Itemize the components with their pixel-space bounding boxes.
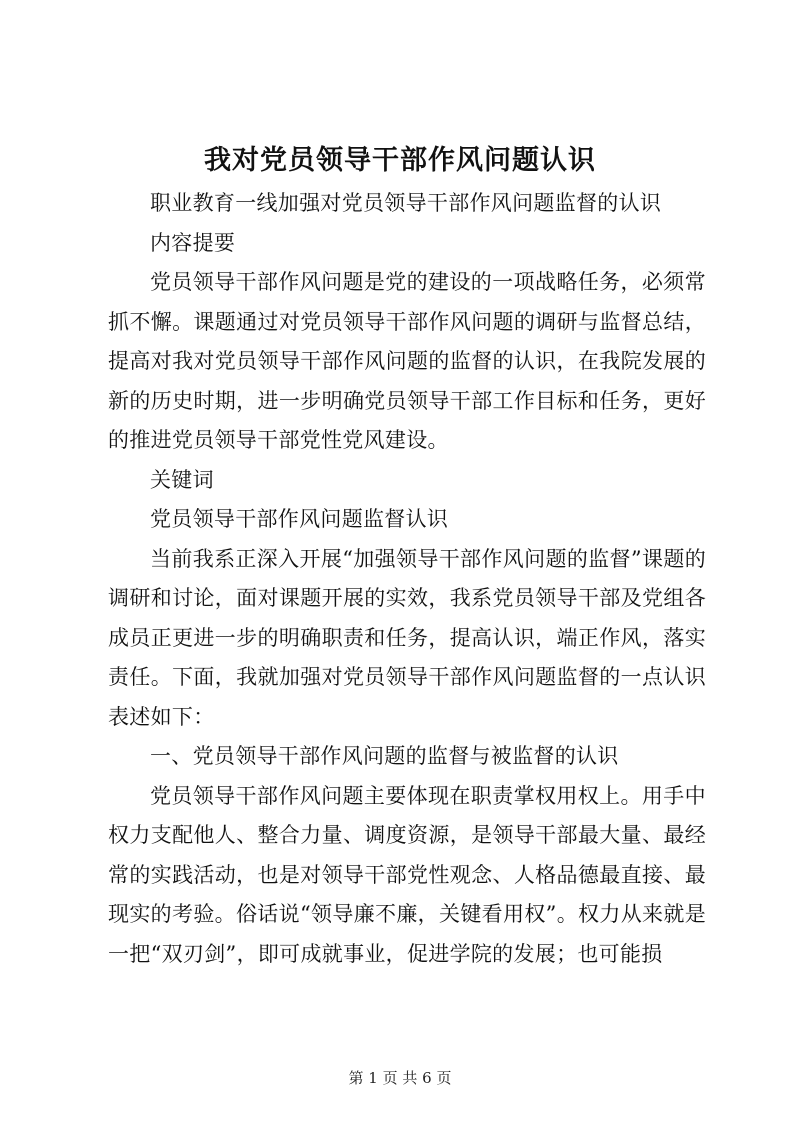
summary-paragraph: 党员领导干部作风问题是党的建设的一项战略任务，必须常抓不懈。课题通过对党员领导干部作风问题的调研与监督总结，提高对我对党员领导干部作风问题的监督的认识，在我院发展的新的历史时期，进一步明确党员领导干部工作目标和任务，更好的推进党员领导干部党性党风建设。: [108, 270, 706, 452]
body-paragraph: 党员领导干部作风问题主要体现在职责掌权用权上。用手中权力支配他人、整合力量、调度资源，是领导干部最大量、最经常的实践活动，也是对领导干部党性观念、人格品德最直接、最现实的考验。俗话说“领导廉不廉，关键看用权”。权力从来就是一把“双刃剑”，即可成就事业，促进学院的发展；也可能损: [108, 783, 706, 966]
document-title: 我对党员领导干部作风问题认识: [204, 145, 596, 176]
document-body: [108, 184, 706, 974]
intro-paragraph: 当前我系正深入开展“加强领导干部作风问题的监督”课题的调研和讨论，面对课题开展的实效，我系党员领导干部及党组各成员正更进一步的明确职责和任务，提高认识，端正作风，落实责任。下面，我就加强对党员领导干部作风问题监督的一点认识表述如下：: [108, 546, 706, 729]
keywords-paragraph: 党员领导干部作风问题监督认识: [150, 507, 449, 531]
page-footer: 第 1 页 共 6 页: [348, 1069, 452, 1087]
summary-heading: 内容提要: [150, 230, 236, 255]
keywords-heading: 关键词: [150, 467, 214, 492]
subtitle-paragraph: 职业教育一线加强对党员领导干部作风问题监督的认识: [150, 191, 662, 215]
section-heading: 一、党员领导干部作风问题的监督与被监督的认识: [150, 744, 619, 768]
